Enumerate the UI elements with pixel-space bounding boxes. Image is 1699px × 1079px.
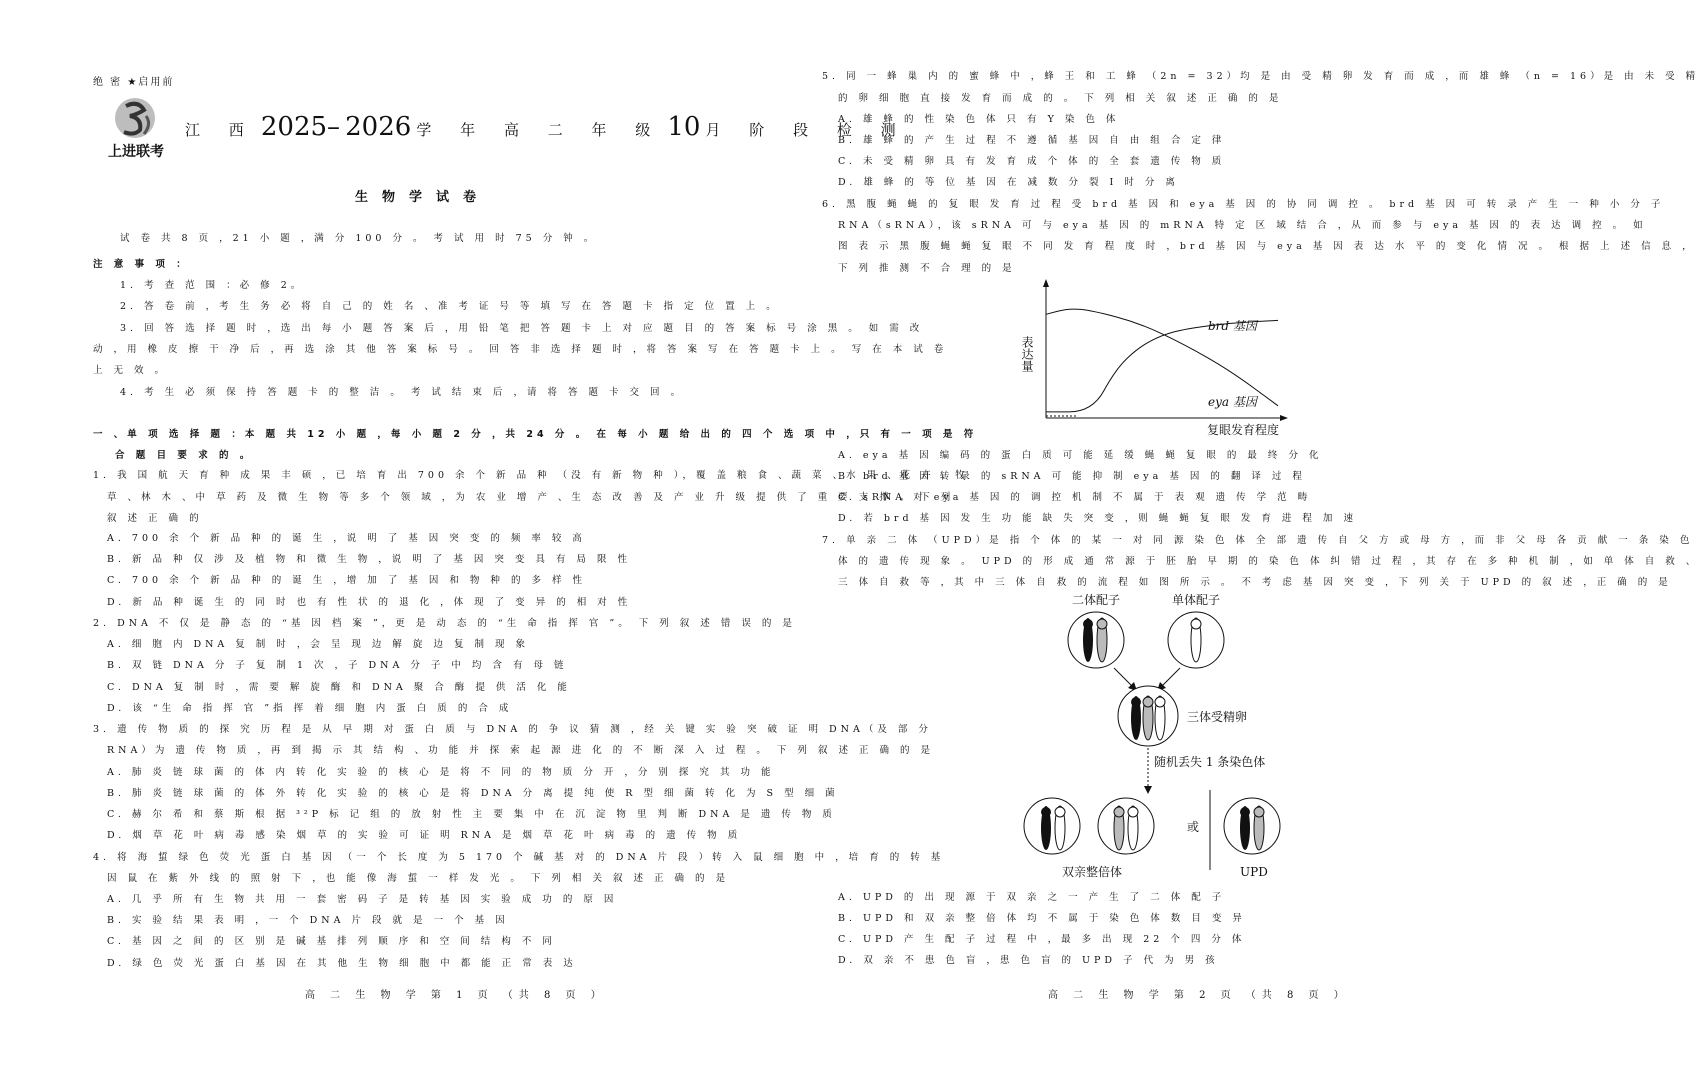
section-1-heading: 一 、单 项 选 择 题 ：本 题 共 12 小 题 ，每 小 题 2 分 ，共 24 分 。 在 每 小 题 给 出 的 四 个 选 项 中 ，只 有 一 项 是 符 <box>93 429 978 440</box>
q1-option-a[interactable]: A. 700 余 个 新 品 种 的 诞 生 ，说 明 了 基 因 突 变 的 频 率 较 高 <box>107 533 586 544</box>
right-page <box>812 0 1699 1079</box>
note-2: 2. 答 卷 前 ，考 生 务 必 将 自 己 的 姓 名 、准 考 证 号 等 填 写 在 答 题 卡 指 定 位 置 上 。 <box>120 301 780 312</box>
note-3-cont: 动 ，用 橡 皮 擦 干 净 后 ，再 选 涂 其 他 答 案 标 号 。 回 答 非 选 择 题 时 ，将 答 案 写 在 答 题 卡 上 。 写 在 本 试 卷 <box>93 344 948 355</box>
q7-option-c[interactable]: C. UPD 产 生 配 子 过 程 中 ，最 多 出 现 22 个 四 分 体 <box>838 934 1246 945</box>
subject-title: 生物学试卷 <box>355 190 491 205</box>
question-1-stem: 叙 述 正 确 的 <box>107 513 203 524</box>
q3-option-b[interactable]: B. 肺 炎 链 球 菌 的 体 外 转 化 实 验 的 核 心 是 将 DNA 分 离 提 纯 使 R 型 细 菌 转 化 为 S 型 细 菌 <box>107 788 839 799</box>
y-axis-arrow-icon <box>1043 279 1049 287</box>
page-footer-2: 高 二 生 物 学 第 2 页 （共 8 页 ） <box>1048 990 1350 1001</box>
exam-intro: 试 卷 共 8 页 ，21 小 题 ，满 分 100 分 。 考 试 用 时 75 分 钟 。 <box>120 233 598 244</box>
q4-option-a[interactable]: A. 几 乎 所 有 生 物 共 用 一 套 密 码 子 是 转 基 因 实 验 成 功 的 原 因 <box>107 894 618 905</box>
question-6-stem: 图 表 示 黑 腹 蝇 蝇 复 眼 不 同 发 育 程 度 时 ，brd 基 因 与 eya 基 因 表 达 水 平 的 变 化 情 况 。 根 据 上 述 信 息 ， <box>838 241 1696 252</box>
exam-logo-icon <box>108 96 168 160</box>
question-6-stem: 下 列 推 测 不 合 理 的 是 <box>838 263 1016 274</box>
q5-option-c[interactable]: C. 未 受 精 卵 具 有 发 育 成 个 体 的 全 套 遗 传 物 质 <box>838 156 1226 167</box>
question-7-stem: 体 的 遗 传 现 象 。 UPD 的 形 成 通 常 源 于 胚 胎 早 期 的 染 色 体 纠 错 过 程 ，其 存 在 多 种 机 制 ，如 单 体 自 救 、 <box>838 556 1699 567</box>
question-5-stem: 5. 同 一 蜂 巢 内 的 蜜 蜂 中 ，蜂 王 和 工 蜂 （2n = 32）均 是 由 受 精 卵 发 育 而 成 ，而 雄 蜂 （n = 16）是 由 未 受 精 <box>822 71 1699 82</box>
q2-option-b[interactable]: B. 双 链 DNA 分 子 复 制 1 次 ，子 DNA 分 子 中 均 含 有 母 链 <box>107 660 568 671</box>
question-5-stem: 的 卵 细 胞 直 接 发 育 而 成 的 。 下 列 相 关 叙 述 正 确 的 是 <box>838 93 1283 104</box>
haploid-gamete-cell <box>1168 612 1224 668</box>
q2-option-a[interactable]: A. 细 胞 内 DNA 复 制 时 ，会 呈 现 边 解 旋 边 复 制 现 象 <box>107 639 530 650</box>
trisomy-label: 三体受精卵 <box>1187 710 1248 724</box>
q3-option-d[interactable]: D. 烟 草 花 叶 病 毒 感 染 烟 草 的 实 验 可 证 明 RNA 是 烟 草 花 叶 病 毒 的 遗 传 物 质 <box>107 830 742 841</box>
q7-option-a[interactable]: A. UPD 的 出 现 源 于 双 亲 之 一 产 生 了 二 体 配 子 <box>838 892 1226 903</box>
diploid-gamete-label: 二体配子 <box>1072 593 1121 607</box>
q7-option-d[interactable]: D. 双 亲 不 患 色 盲 ，患 色 盲 的 UPD 子 代 为 男 孩 <box>838 955 1219 966</box>
q3-option-c[interactable]: C. 赫 尔 希 和 蔡 斯 根 据 ³²P 标 记 组 的 放 射 性 主 要 集 中 在 沉 淀 物 里 判 断 DNA 是 遗 传 物 质 <box>107 809 836 820</box>
question-3-stem: RNA）为 遗 传 物 质 ，再 到 揭 示 其 结 构 、功 能 并 探 索 起 源 进 化 的 不 断 深 入 过 程 。 下 列 叙 述 正 确 的 是 <box>107 745 935 756</box>
loss-label: 随机丢失 1 条染色体 <box>1154 755 1266 769</box>
trisomy-rescue-diagram <box>1022 590 1302 886</box>
q6-option-a[interactable]: A. eya 基 因 编 码 的 蛋 白 质 可 能 延 缓 蝇 蝇 复 眼 的 最 终 分 化 <box>838 450 1323 461</box>
question-6-stem: 6. 黑 腹 蝇 蝇 的 复 眼 发 育 过 程 受 brd 基 因 和 eya 基 因 的 协 同 调 控 。 brd 基 因 可 转 录 产 生 一 种 小 分 子 <box>822 199 1665 210</box>
q1-option-c[interactable]: C. 700 余 个 新 品 种 的 诞 生 ，增 加 了 基 因 和 物 种 的 多 样 性 <box>107 575 586 586</box>
q2-option-c[interactable]: C. DNA 复 制 时 ，需 要 解 旋 酶 和 DNA 聚 合 酶 提 供 活 化 能 <box>107 682 571 693</box>
q7-option-b[interactable]: B. UPD 和 双 亲 整 倍 体 均 不 属 于 染 色 体 数 目 变 异 <box>838 913 1246 924</box>
note-3: 3. 回 答 选 择 题 时 ，选 出 每 小 题 答 案 后 ，用 铅 笔 把 答 题 卡 上 对 应 题 目 的 答 案 标 号 涂 黑 。 如 需 改 <box>120 323 924 334</box>
trisomy-zygote-cell <box>1118 686 1178 746</box>
eya-series-label: eya 基因 <box>1208 395 1257 409</box>
logo-text: 上进联考 <box>108 144 164 160</box>
x-axis-label: 复眼发育程度 <box>1207 423 1280 437</box>
expression-graph <box>1022 276 1322 444</box>
question-6-stem: RNA（sRNA），该 sRNA 可 与 eya 基 因 的 mRNA 特 定 区 域 结 合 ，从 而 参 与 eya 基 因 的 表 达 调 控 。 如 <box>838 220 1647 231</box>
question-4-stem: 因 鼠 在 紫 外 线 的 照 射 下 ，也 能 像 海 蜇 一 样 发 光 。 下 列 相 关 叙 述 正 确 的 是 <box>107 873 730 884</box>
question-7-stem: 三 体 自 救 等 ，其 中 三 体 自 救 的 流 程 如 图 所 示 。 不 考 虑 基 因 突 变 ，下 列 关 于 UPD 的 叙 述 ，正 确 的 是 <box>838 577 1672 588</box>
brd-series-label: brd 基因 <box>1208 319 1257 333</box>
question-1-stem: 1. 我 国 航 天 育 种 成 果 丰 硕 ，已 培 育 出 700 余 个 新 品 种 （没 有 新 物 种 ），覆 盖 粮 食 、蔬 菜 、水 果 、花 卉 、牧 <box>93 470 969 481</box>
q1-option-b[interactable]: B. 新 品 种 仅 涉 及 植 物 和 微 生 物 ，说 明 了 基 因 突 变 具 有 局 限 性 <box>107 554 631 565</box>
question-7-stem: 7. 单 亲 二 体 （UPD）是 指 个 体 的 某 一 对 同 源 染 色 体 全 部 遗 传 自 父 方 或 母 方 ，而 非 父 母 各 贡 献 一 条 染 色 <box>822 535 1694 546</box>
y-axis-label: 表达量 <box>1020 336 1034 372</box>
haploid-gamete-label: 单体配子 <box>1172 593 1221 607</box>
or-label: 或 <box>1187 820 1200 834</box>
biparental-label: 双亲整倍体 <box>1062 865 1123 879</box>
q4-option-d[interactable]: D. 绿 色 荧 光 蛋 白 基 因 在 其 他 生 物 细 胞 中 都 能 正 常 表 达 <box>107 958 577 969</box>
biparental-cell-2 <box>1098 798 1154 854</box>
question-2-stem: 2. DNA 不 仅 是 静 态 的 “基 因 档 案 ”，更 是 动 态 的 “生 命 指 挥 官 ”。 下 列 叙 述 错 误 的 是 <box>93 618 796 629</box>
q6-option-c[interactable]: C. sRNA 对 eya 基 因 的 调 控 机 制 不 属 于 表 观 遗 传 学 范 畴 <box>838 492 1312 503</box>
diploid-gamete-cell <box>1068 612 1124 668</box>
x-axis-arrow-icon <box>1280 415 1288 421</box>
page-footer-1: 高 二 生 物 学 第 1 页 （共 8 页 ） <box>305 990 607 1001</box>
q5-option-a[interactable]: A. 雄 蜂 的 性 染 色 体 只 有 Y 染 色 体 <box>838 114 1120 125</box>
biparental-cell-1 <box>1024 798 1080 854</box>
notes-title: 注 意 事 项 ： <box>93 259 190 270</box>
q5-option-b[interactable]: B. 雄 蜂 的 产 生 过 程 不 遵 循 基 因 自 由 组 合 定 律 <box>838 135 1226 146</box>
question-4-stem: 4. 将 海 蜇 绿 色 荧 光 蛋 白 基 因 （一 个 长 度 为 5 170 个 碱 基 对 的 DNA 片 段 ）转 入 鼠 细 胞 中 ，培 育 的 转 基 <box>93 852 945 863</box>
q5-option-d[interactable]: D. 雄 蜂 的 等 位 基 因 在 减 数 分 裂 Ⅰ 时 分 离 <box>838 177 1179 188</box>
question-3-stem: 3. 遗 传 物 质 的 探 究 历 程 是 从 早 期 对 蛋 白 质 与 DNA 的 争 议 猜 测 ，经 关 键 实 验 突 破 证 明 DNA（及 部 分 <box>93 724 932 735</box>
q4-option-c[interactable]: C. 基 因 之 间 的 区 别 是 碱 基 排 列 顺 序 和 空 间 结 构 不 同 <box>107 936 556 947</box>
note-1: 1. 考 查 范 围 ：必 修 2。 <box>120 280 305 291</box>
exam-title: 江 西 2025– 2026 学 年 高 二 年 级 10 月 阶 段 检 测 <box>185 112 908 142</box>
arrow-head-icon <box>1144 786 1152 794</box>
q6-option-d[interactable]: D. 若 brd 基 因 发 生 功 能 缺 失 突 变 ，则 蝇 蝇 复 眼 发 育 进 程 加 速 <box>838 513 1357 524</box>
q3-option-a[interactable]: A. 肺 炎 链 球 菌 的 体 内 转 化 实 验 的 核 心 是 将 不 同 的 物 质 分 开 ，分 别 探 究 其 功 能 <box>107 767 775 778</box>
upd-label: UPD <box>1240 865 1268 879</box>
q1-option-d[interactable]: D. 新 品 种 诞 生 的 同 时 也 有 性 状 的 退 化 ，体 现 了 变 异 的 相 对 性 <box>107 597 632 608</box>
question-1-stem: 草 、林 木 、中 草 药 及 微 生 物 等 多 个 领 域 ，为 农 业 增 产 、生 态 改 善 及 产 业 升 级 提 供 了 重 要 支 撑 。 下 列 <box>107 492 955 503</box>
upd-cell <box>1224 798 1280 854</box>
q4-option-b[interactable]: B. 实 验 结 果 表 明 ，一 个 DNA 片 段 就 是 一 个 基 因 <box>107 915 509 926</box>
q2-option-d[interactable]: D. 该 “生 命 指 挥 官 ”指 挥 着 细 胞 内 蛋 白 质 的 合 成 <box>107 703 513 714</box>
section-1-heading-cont: 合 题 目 要 求 的 。 <box>115 450 254 461</box>
note-4: 4. 考 生 必 须 保 持 答 题 卡 的 整 洁 。 考 试 结 束 后 ，请 将 答 题 卡 交 回 。 <box>120 387 685 398</box>
confidential-label: 绝 密 ★启用前 <box>93 77 175 88</box>
note-3-end: 上 无 效 。 <box>93 365 169 376</box>
q6-option-b[interactable]: B. brd 基 因 转 录 的 sRNA 可 能 抑 制 eya 基 因 的 翻 译 过 程 <box>838 471 1306 482</box>
